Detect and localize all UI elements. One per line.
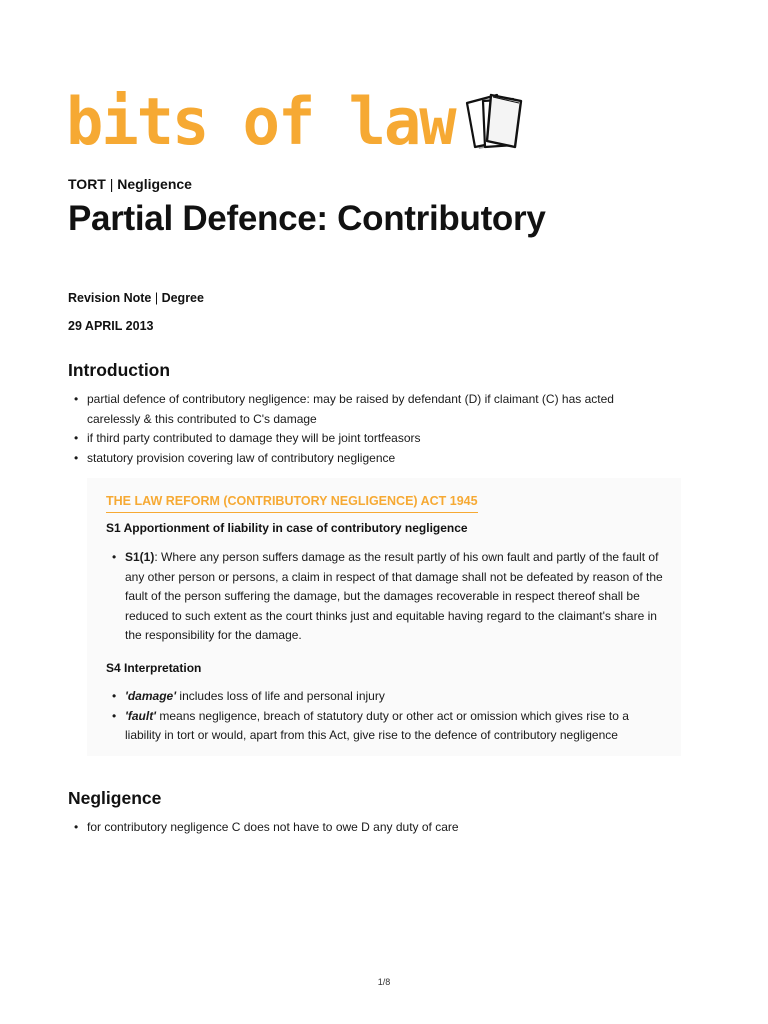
statute-title-link[interactable]: THE LAW REFORM (CONTRIBUTORY NEGLIGENCE) ACT 1945 [106, 494, 478, 513]
note-meta [68, 291, 204, 305]
list-item [106, 687, 666, 707]
term-text: includes loss of life and personal injury [176, 689, 385, 703]
list-item: • partial defence of contributory negligence: may be raised by defendant (D) if claimant (C) has acted carelessly & this contributed to C's damage [68, 390, 633, 429]
breadcrumb-subject[interactable]: TORT [68, 176, 106, 192]
section-text: : Where any person suffers damage as the result partly of his own fault and partly of the fault of any other person or persons, a claim in respect of that damage shall not be defeated by reason of the fault of the person suffering the damage, but the damages recoverable in respect thereof shall be reduced to such extent as the court thinks just and equitable having regard to the claimant's share in the responsibility for the damage. [125, 550, 663, 642]
statute-box [87, 478, 681, 756]
negligence-list [68, 818, 648, 838]
s4-heading: S4 Interpretation [106, 661, 202, 675]
section-label: S1(1) [125, 550, 155, 564]
meta-separator: | [154, 291, 159, 305]
breadcrumb [68, 176, 192, 192]
introduction-heading: Introduction [68, 360, 171, 380]
page-title: Partial Defence: Contributory [68, 199, 546, 238]
logo-text: bits of law [66, 83, 455, 160]
list-item [106, 548, 666, 646]
list-item: • statutory provision covering law of contributory negligence [68, 449, 633, 469]
note-type: Revision Note [68, 291, 152, 305]
list-item: • if third party contributed to damage they will be joint tortfeasors [68, 429, 633, 449]
s4-list [106, 687, 666, 746]
publish-date: 29 APRIL 2013 [68, 319, 154, 333]
introduction-list [68, 390, 633, 468]
breadcrumb-topic[interactable]: Negligence [117, 176, 192, 192]
list-item: • for contributory negligence C does not have to owe D any duty of care [68, 818, 648, 838]
term-label: 'fault' [125, 708, 157, 723]
breadcrumb-separator: | [109, 176, 114, 192]
s1-heading: S1 Apportionment of liability in case of contributory negligence [106, 521, 468, 535]
note-level: Degree [161, 291, 204, 305]
term-label: 'damage' [125, 689, 177, 703]
s1-list [106, 548, 666, 646]
page-number: 1/8 [377, 977, 391, 987]
stacked-papers-icon [461, 91, 541, 158]
negligence-heading: Negligence [68, 788, 162, 808]
site-logo[interactable] [66, 82, 541, 162]
list-item [106, 707, 666, 746]
term-text: means negligence, breach of statutory duty or other act or omission which gives rise to a liability in tort or would, apart from this Act, give rise to the defence of contributory negligence [125, 708, 629, 742]
